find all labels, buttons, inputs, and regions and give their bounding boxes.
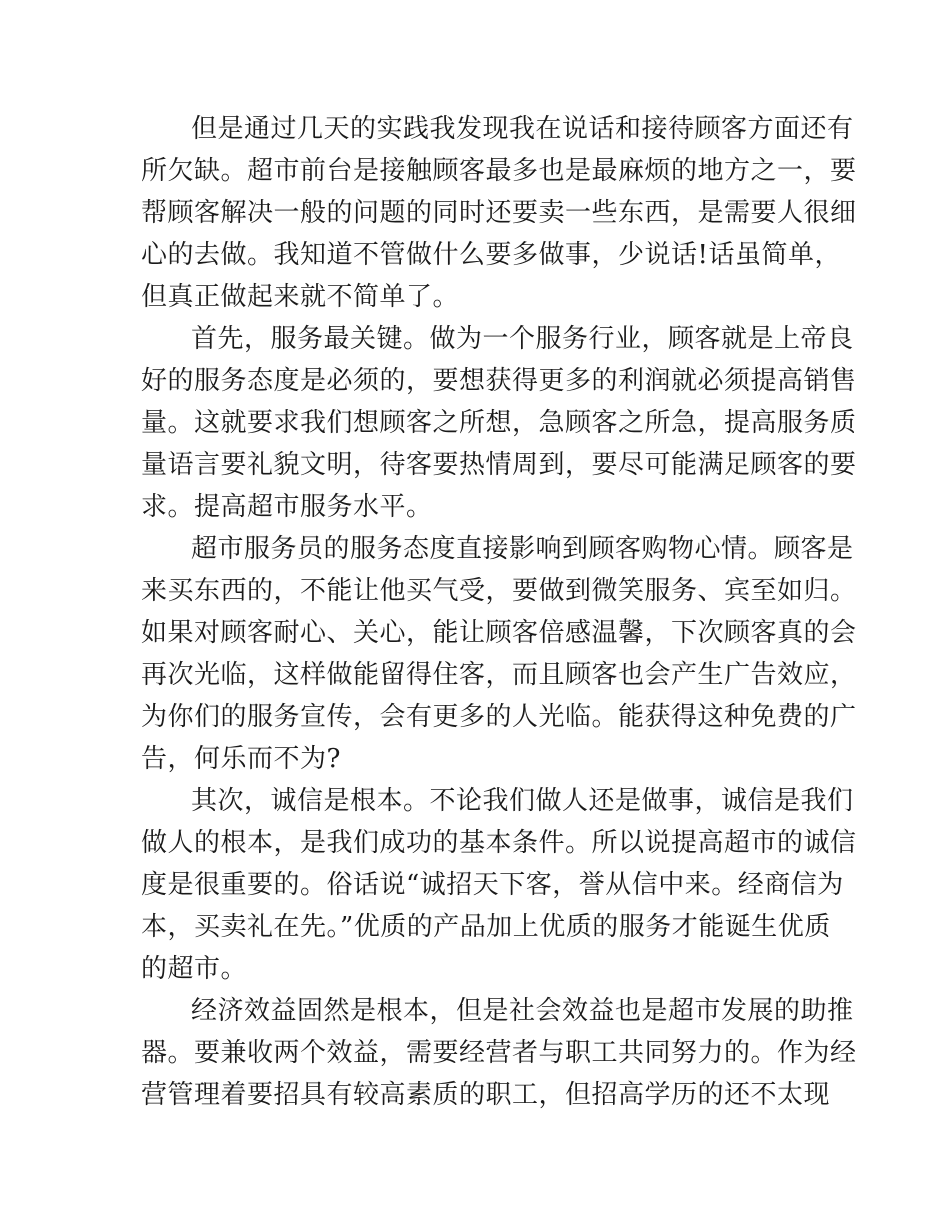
paragraph-line: 为你们的服务宣传，会有更多的人光临。能获得这种免费的广 (141, 702, 857, 732)
paragraph-line: 营管理着要招具有较高素质的职工，但招高学历的还不太现 (141, 1080, 831, 1110)
paragraph-line: 首先，服务最关键。做为一个服务行业，顾客就是上帝良 (191, 324, 854, 354)
paragraph-line: 好的服务态度是必须的，要想获得更多的利润就必须提高销售 (141, 366, 857, 396)
paragraph-line: 经济效益固然是根本，但是社会效益也是超市发展的助推 (191, 996, 854, 1026)
paragraph-line: 量语言要礼貌文明，待客要热情周到，要尽可能满足顾客的要 (141, 450, 857, 480)
paragraph (141, 528, 857, 780)
paragraph (141, 990, 857, 1116)
paragraph (141, 780, 857, 990)
paragraph-line: 告，何乐而不为? (141, 744, 341, 774)
paragraph-line: 量。这就要求我们想顾客之所想，急顾客之所急，提高服务质 (141, 408, 857, 438)
paragraph-line: 再次光临，这样做能留得住客，而且顾客也会产生广告效应， (141, 660, 857, 690)
paragraph-line: 本，买卖礼在先。”优质的产品加上优质的服务才能诞生优质 (141, 912, 831, 942)
paragraph-line: 的超市。 (141, 954, 248, 984)
paragraph-line: 器。要兼收两个效益，需要经营者与职工共同努力的。作为经 (141, 1038, 857, 1068)
paragraph-line: 做人的根本，是我们成功的基本条件。所以说提高超市的诚信 (141, 828, 857, 858)
paragraph-line: 求。提高超市服务水平。 (141, 492, 433, 522)
paragraph-line: 帮顾客解决一般的问题的同时还要卖一些东西，是需要人很细 (141, 198, 857, 228)
paragraph-line: 其次，诚信是根本。不论我们做人还是做事，诚信是我们 (191, 786, 854, 816)
paragraph-line: 但是通过几天的实践我发现我在说话和接待顾客方面还有 (191, 114, 854, 144)
document-body (141, 108, 857, 1116)
paragraph-line: 所欠缺。超市前台是接触顾客最多也是最麻烦的地方之一，要 (141, 156, 857, 186)
paragraph-line: 心的去做。我知道不管做什么要多做事，少说话!话虽简单， (141, 240, 841, 270)
paragraph (141, 318, 857, 528)
paragraph-line: 但真正做起来就不简单了。 (141, 282, 460, 312)
paragraph-line: 来买东西的，不能让他买气受，要做到微笑服务、宾至如归。 (141, 576, 857, 606)
paragraph (141, 108, 857, 318)
paragraph-line: 如果对顾客耐心、关心，能让顾客倍感温馨，下次顾客真的会 (141, 618, 857, 648)
paragraph-line: 超市服务员的服务态度直接影响到顾客购物心情。顾客是 (191, 534, 854, 564)
paragraph-line: 度是很重要的。俗话说“诚招天下客，誉从信中来。经商信为 (141, 870, 844, 900)
